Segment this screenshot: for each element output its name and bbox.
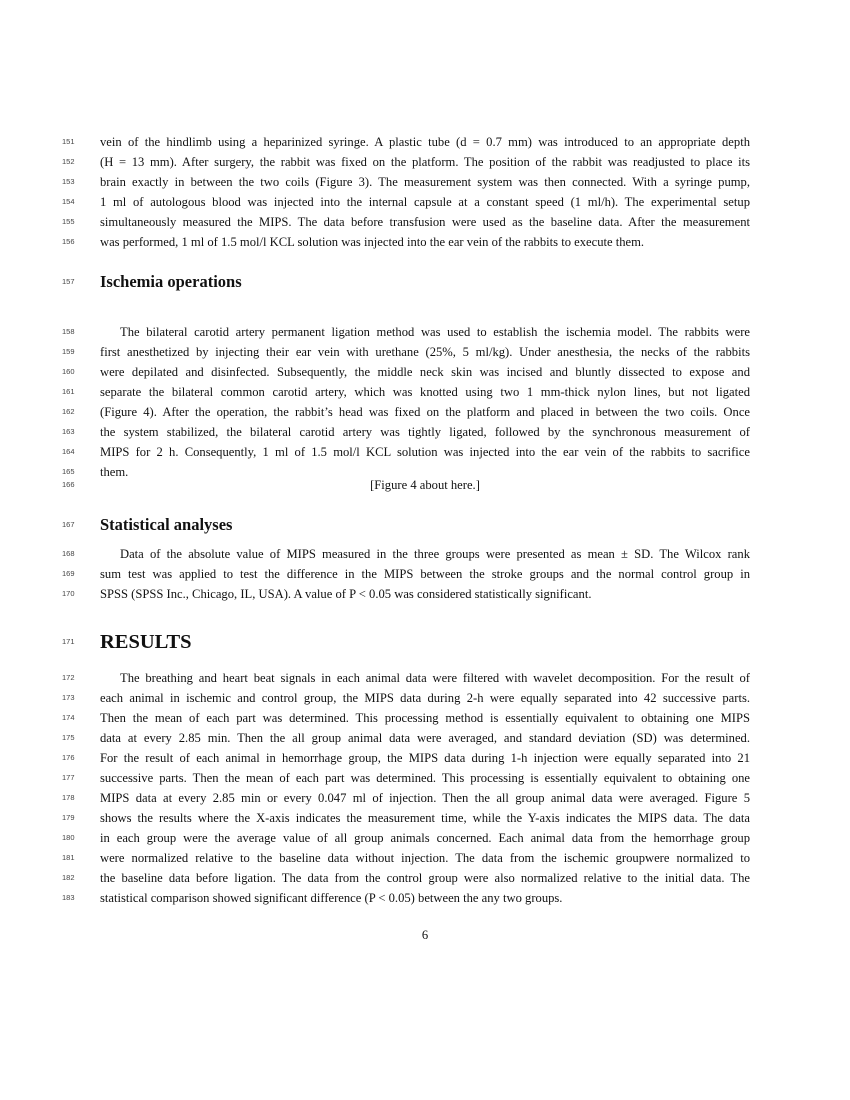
figure-placeholder: [Figure 4 about here.] [370,478,480,492]
text-line: brain exactly in between the two coils (Figure 3). The measurement system was then connected. With a syringe pump, [100,175,750,189]
text-line: Data of the absolute value of MIPS measured in the three groups were presented as mean ± SD. The Wilcox rank [120,547,750,561]
text-line: the system stabilized, the bilateral carotid artery was tightly ligated, followed by the synchronous measurement of [100,425,750,439]
text-line: each animal in ischemic and control group, the MIPS data during 2-h were equally separated into 42 successive parts. [100,691,750,705]
line-number: 183 [62,893,75,902]
line-number: 161 [62,387,75,396]
line-number: 157 [62,277,75,286]
line-number: 176 [62,753,75,762]
line-number: 181 [62,853,75,862]
line-number: 180 [62,833,75,842]
line-number: 173 [62,693,75,702]
text-line: were normalized relative to the baseline data without injection. The data from the ischemic groupwere normalized to [100,851,750,865]
line-number: 151 [62,137,75,146]
text-line: first anesthetized by injecting their ear vein with urethane (25%, 5 ml/kg). Under anesthesia, the necks of the rabbits [100,345,750,359]
text-line: was performed, 1 ml of 1.5 mol/l KCL solution was injected into the ear vein of the rabbits to execute them. [100,235,645,249]
line-number: 177 [62,773,75,782]
results-heading: RESULTS [100,631,192,653]
line-number: 159 [62,347,75,356]
text-line: simultaneously measured the MIPS. The data before transfusion were used as the baseline data. After the measurement [100,215,750,229]
text-line: sum test was applied to test the difference in the MIPS between the stroke groups and the normal control group in [100,567,750,581]
line-number: 179 [62,813,75,822]
line-number: 165 [62,467,75,476]
line-number: 178 [62,793,75,802]
line-number: 172 [62,673,75,682]
line-number: 156 [62,237,75,246]
line-number: 166 [62,480,75,489]
text-line: shows the results where the X-axis indicates the measurement time, while the Y-axis indicates the MIPS data. The data [100,811,750,825]
text-line: vein of the hindlimb using a heparinized syringe. A plastic tube (d = 0.7 mm) was introduced to an appropriate depth [100,135,750,149]
text-line: Then the mean of each part was determined. This processing method is essentially equivalent to obtaining one MIPS [100,711,750,725]
text-line: in each group were the average value of all group animals concerned. Each animal data from the hemorrhage group [100,831,750,845]
text-line: them. [100,465,129,479]
text-line: separate the bilateral common carotid artery, which was knotted using two 1 mm-thick nylon lines, but not ligated [100,385,750,399]
text-line: statistical comparison showed significant difference (P < 0.05) between the any two groups. [100,891,563,905]
line-number: 163 [62,427,75,436]
text-line: (H = 13 mm). After surgery, the rabbit was fixed on the platform. The position of the rabbit was readjusted to place its [100,155,750,169]
line-number: 175 [62,733,75,742]
text-line: were depilated and disinfected. Subsequently, the middle neck skin was incised and bluntly dissected to expose and [100,365,750,379]
text-line: (Figure 4). After the operation, the rabbit’s head was fixed on the platform and placed in between the two coils. Once [100,405,750,419]
section-heading: Ischemia operations [100,272,242,291]
text-line: The breathing and heart beat signals in each animal data were filtered with wavelet decomposition. For the result of [120,671,750,685]
line-number: 164 [62,447,75,456]
text-line: MIPS data at every 2.85 min or every 0.047 ml of injection. Then the all group animal data were averaged. Figure 5 [100,791,750,805]
line-number: 153 [62,177,75,186]
text-line: SPSS (SPSS Inc., Chicago, IL, USA). A value of P < 0.05 was considered statistically significant. [100,587,592,601]
text-line: the baseline data before ligation. The data from the control group were also normalized relative to the initial data. The [100,871,750,885]
line-number: 158 [62,327,75,336]
text-line: 1 ml of autologous blood was injected into the internal capsule at a constant speed (1 ml/h). The experimental setup [100,195,750,209]
text-line: successive parts. Then the mean of each part was determined. This processing is essentially equivalent to obtaining one [100,771,750,785]
line-number: 168 [62,549,75,558]
page-number: 6 [421,928,429,942]
text-line: MIPS for 2 h. Consequently, 1 ml of 1.5 mol/l KCL solution was injected into the ear vein of the rabbits to sacrifice [100,445,750,459]
line-number: 155 [62,217,75,226]
line-number: 160 [62,367,75,376]
text-line: For the result of each animal in hemorrhage group, the MIPS data during 1-h injection were equally separated into 21 [100,751,750,765]
text-line: data at every 2.85 min. Then the all group animal data were averaged, and standard deviation (SD) was determined. [100,731,750,745]
section-heading: Statistical analyses [100,515,233,534]
line-number: 170 [62,589,75,598]
line-number: 154 [62,197,75,206]
line-number: 182 [62,873,75,882]
line-number: 174 [62,713,75,722]
line-number: 171 [62,637,75,646]
line-number: 167 [62,520,75,529]
line-number: 152 [62,157,75,166]
line-number: 169 [62,569,75,578]
line-number: 162 [62,407,75,416]
text-line: The bilateral carotid artery permanent ligation method was used to establish the ischemia model. The rabbits were [120,325,750,339]
